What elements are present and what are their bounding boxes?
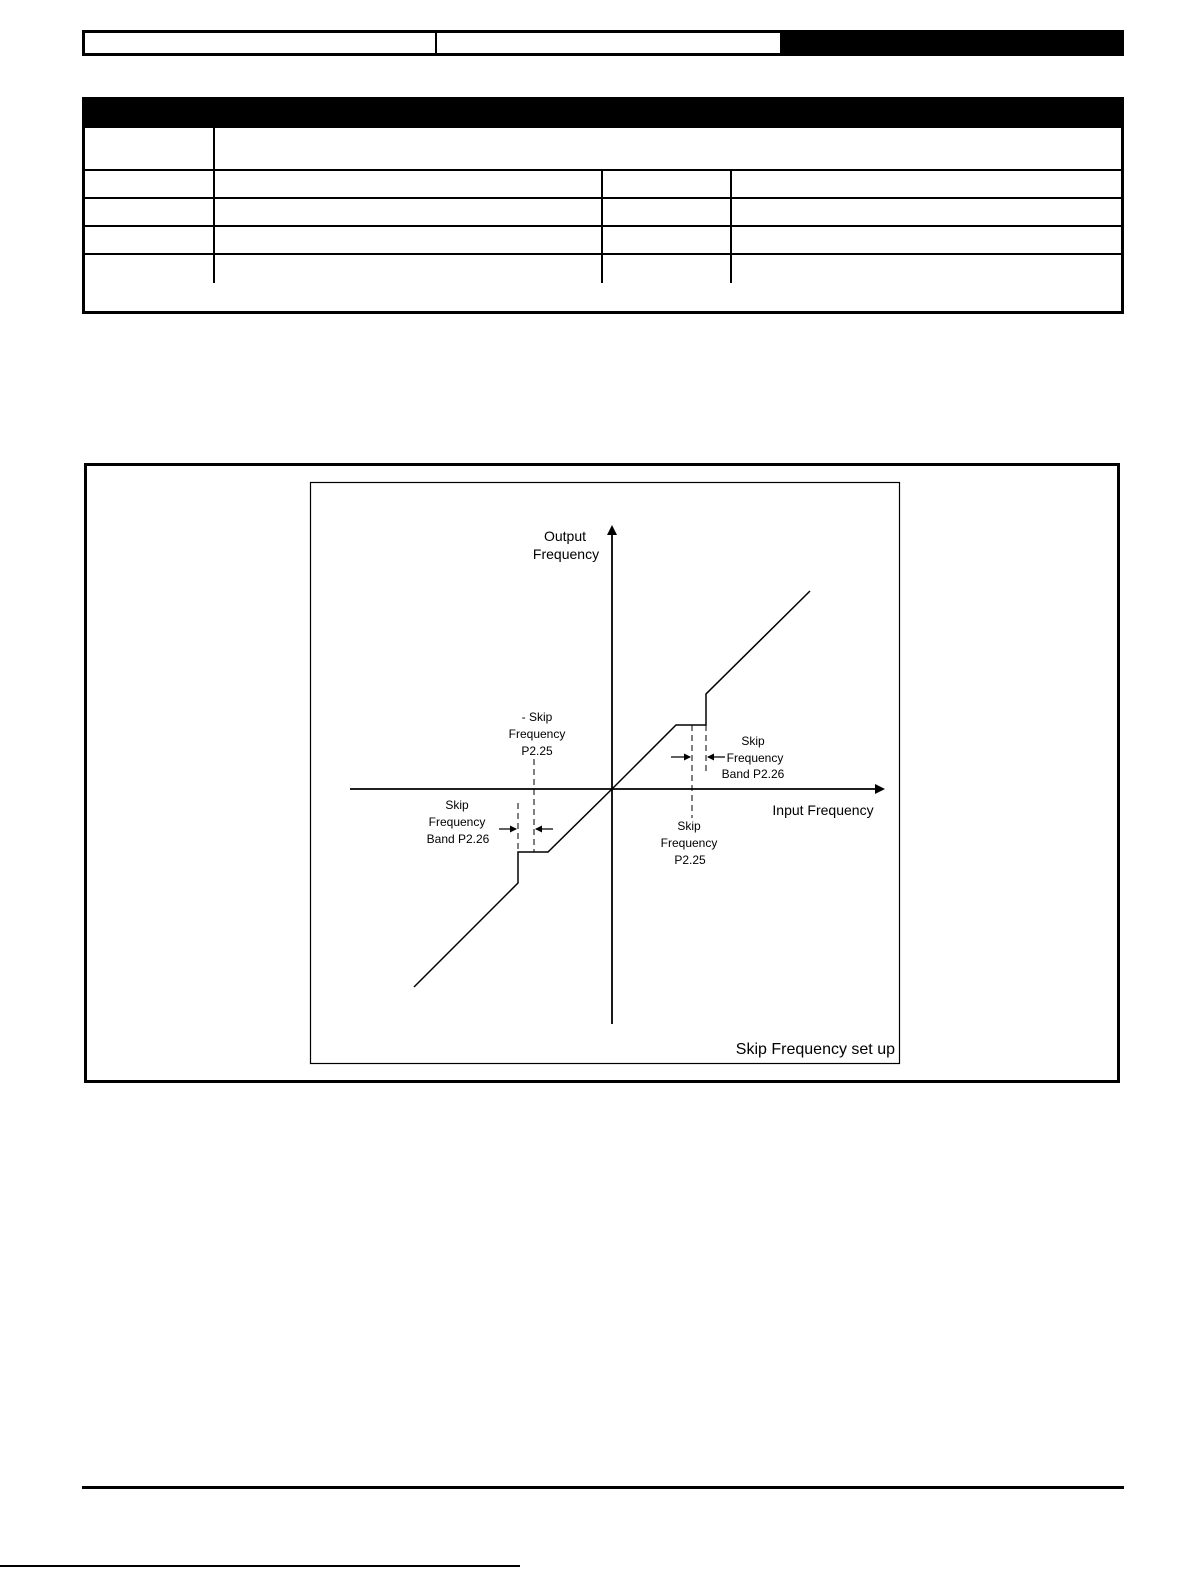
- header-cell-middle: [437, 33, 780, 53]
- pos-band-label-line2: Frequency: [726, 751, 784, 765]
- diagram-caption: Skip Frequency set up: [735, 1041, 895, 1058]
- pos-band-label-line3: Band P2.26: [721, 767, 785, 781]
- footnote-rule: [0, 1565, 520, 1567]
- header-cell-right: [780, 33, 1121, 53]
- table-row: [85, 171, 1121, 199]
- footer-rule: [82, 1486, 1124, 1489]
- page-header-bar: [82, 30, 1124, 56]
- pos-skip-frequency-label-line2: Frequency: [660, 836, 718, 850]
- pos-skip-frequency-label-line3: P2.25: [674, 853, 706, 867]
- header-cell-left: [85, 33, 437, 53]
- x-axis-label: Input Frequency: [772, 802, 874, 818]
- parameter-title-row: [85, 100, 1121, 128]
- figure-frame: [84, 463, 1120, 1083]
- y-axis-label-line2: Frequency: [532, 546, 600, 562]
- table-row: [85, 227, 1121, 255]
- neg-skip-frequency-label-line1: - Skip: [521, 710, 553, 724]
- diagram-inner-frame: [311, 483, 900, 1064]
- description-value-cell: [215, 128, 1121, 169]
- skip-frequency-diagram: [87, 466, 1117, 1080]
- neg-skip-frequency-label-line2: Frequency: [508, 727, 566, 741]
- description-label-cell: [85, 128, 215, 169]
- neg-band-label-line3: Band P2.26: [426, 832, 490, 846]
- parameter-table: [82, 97, 1124, 314]
- parameter-description-row: [85, 128, 1121, 171]
- neg-band-label-line1: Skip: [445, 798, 469, 812]
- neg-band-label-line2: Frequency: [428, 815, 486, 829]
- table-row: [85, 255, 1121, 283]
- pos-band-label-line1: Skip: [741, 734, 765, 748]
- y-axis-label-line1: Output: [543, 528, 587, 544]
- neg-skip-frequency-label-line3: P2.25: [521, 744, 553, 758]
- pos-skip-frequency-label-line1: Skip: [677, 819, 701, 833]
- table-row: [85, 199, 1121, 227]
